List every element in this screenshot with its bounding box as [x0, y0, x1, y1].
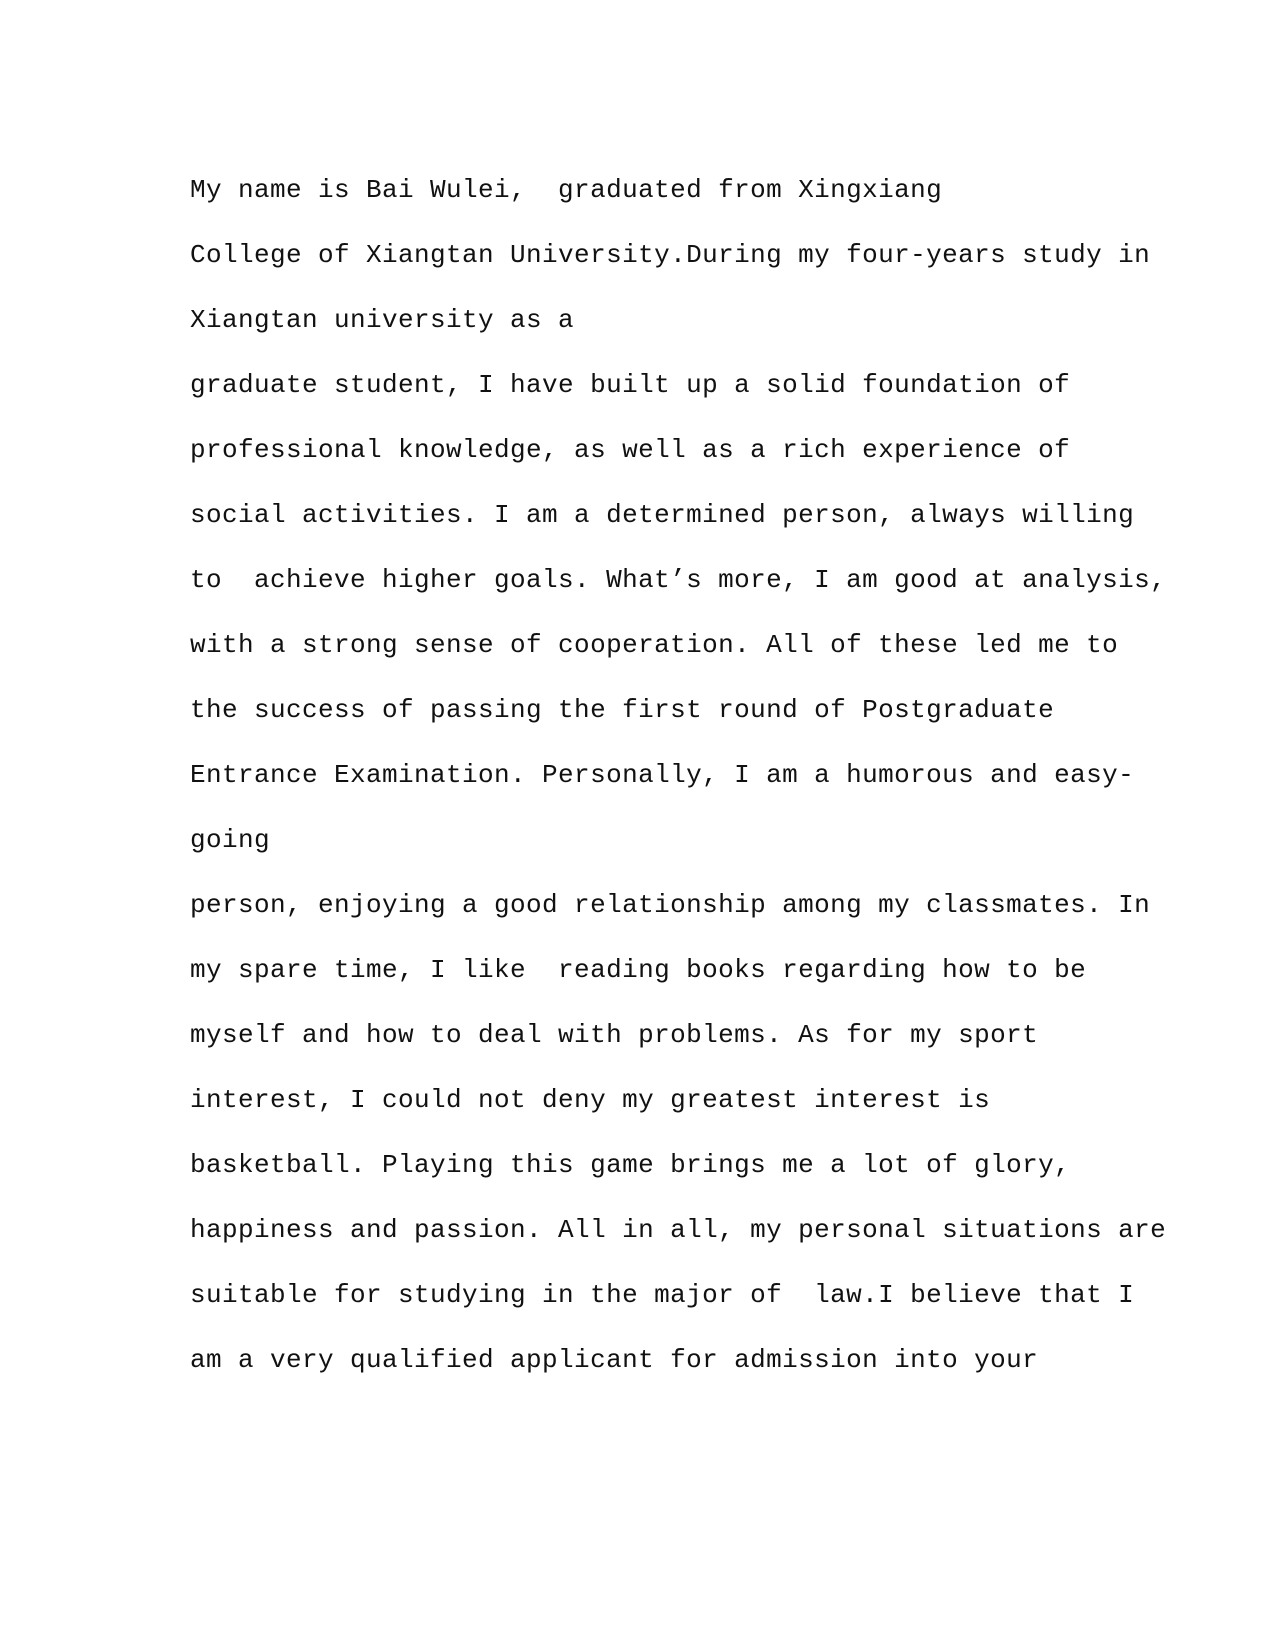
text-line: myself and how to deal with problems. As for my sport [190, 1020, 1039, 1050]
text-line: College of Xiangtan University.During my four-years study in [190, 240, 1151, 270]
text-line: to achieve higher goals. What’s more, I am good at analysis, [190, 565, 1167, 595]
text-line: Xiangtan university as a [190, 305, 575, 335]
text-line: am a very qualified applicant for admission into your [190, 1345, 1039, 1375]
body-text [190, 158, 1167, 1393]
text-line: My name is Bai Wulei, graduated from Xingxiang [190, 175, 943, 205]
text-line: with a strong sense of cooperation. All of these led me to [190, 630, 1119, 660]
text-line: suitable for studying in the major of law.I believe that I [190, 1280, 1135, 1310]
text-line: graduate student, I have built up a solid foundation of [190, 370, 1071, 400]
text-line: going [190, 825, 271, 855]
text-line: person, enjoying a good relationship among my classmates. In [190, 890, 1151, 920]
text-line: the success of passing the first round of Postgraduate [190, 695, 1055, 725]
text-line: basketball. Playing this game brings me a lot of glory, [190, 1150, 1071, 1180]
text-line: my spare time, I like reading books regarding how to be [190, 955, 1087, 985]
text-line: Entrance Examination. Personally, I am a humorous and easy- [190, 760, 1135, 790]
text-line: professional knowledge, as well as a rich experience of [190, 435, 1071, 465]
text-line: social activities. I am a determined person, always willing [190, 500, 1135, 530]
text-line: interest, I could not deny my greatest interest is [190, 1085, 991, 1115]
text-line: happiness and passion. All in all, my personal situations are [190, 1215, 1167, 1245]
